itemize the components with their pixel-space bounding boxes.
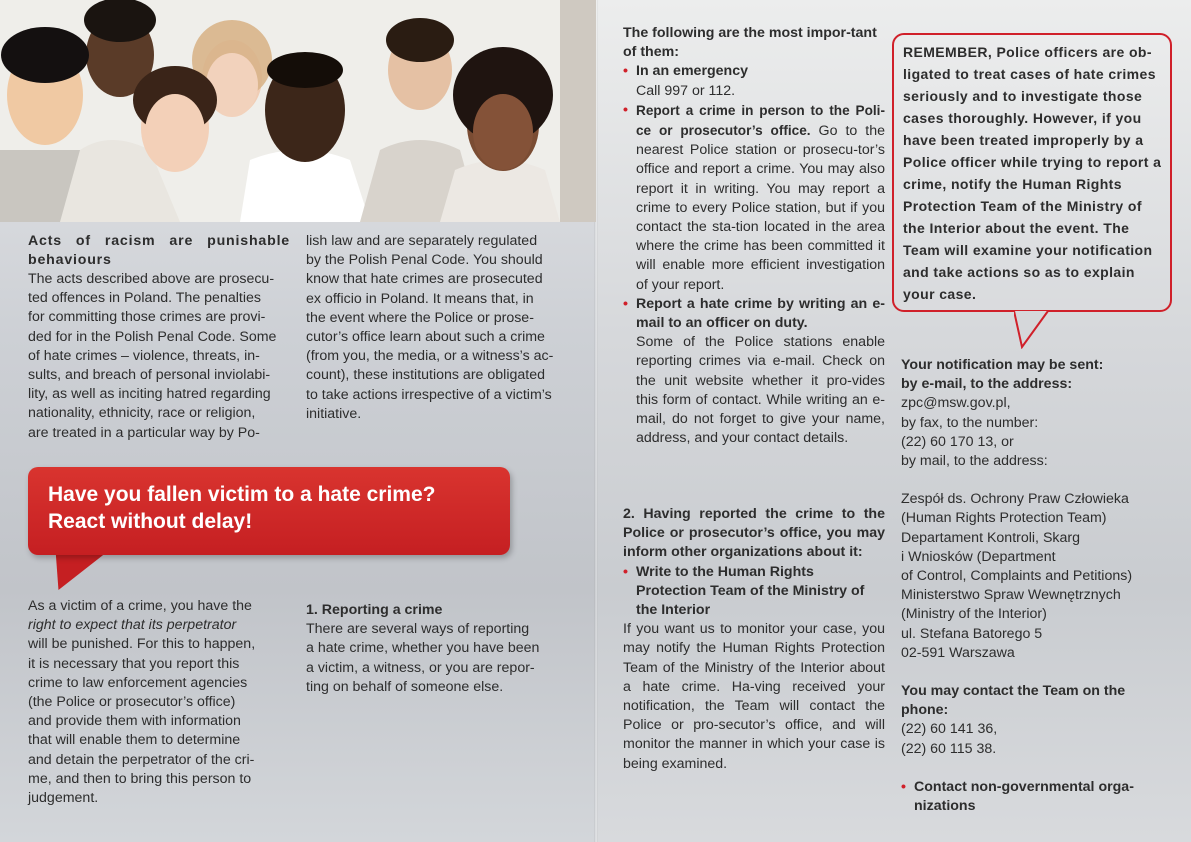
write-title: • Write to the Human Rights Protection Team of the Ministry of the Interior [636, 563, 865, 619]
text-line: lish law and are separately regulated [306, 233, 538, 249]
text-line: by the Polish Penal Code. You should [306, 252, 543, 269]
contact-column [901, 356, 1169, 816]
address-line: 02-591 Warszawa [901, 644, 1015, 661]
emergency-title: • In an emergency [636, 63, 748, 80]
text-line: ted offences in Poland. The penalties [28, 290, 261, 307]
notification-lines [901, 394, 1169, 471]
group-photo-illustration [0, 0, 596, 222]
text-line: and detain the perpetrator of the cri- [28, 751, 255, 768]
text-line: ex officio in Poland. It means that, in [306, 290, 534, 307]
racism-col1 [28, 270, 290, 443]
notification-heading2: by e-mail, to the address: [901, 376, 1073, 393]
text-line: and provide them with information [28, 713, 241, 730]
callout-tail [48, 550, 109, 590]
racism-section [28, 232, 290, 443]
victim-paragraph [28, 597, 290, 808]
text-line: of hate crimes – violence, threats, in- [28, 347, 260, 364]
text-line: judgement. [28, 790, 99, 807]
text-line: the event where the Police or prose- [306, 309, 534, 326]
text-line: crime to law enforcement agencies [28, 674, 248, 691]
notification-heading1: Your notification may be sent: [901, 357, 1104, 373]
text-line: nationality, ethnicity, race or religion, [28, 405, 256, 422]
address-line: i Wniosków (Department [901, 548, 1056, 565]
emergency-text: Call 997 or 112. [636, 82, 736, 99]
callout-line2: React without delay! [48, 510, 253, 533]
phone-heading: You may contact the Team on the phone: [901, 683, 1126, 719]
reporting-text [306, 620, 568, 697]
text-line: that will enable them to determine [28, 732, 241, 749]
write-text: If you want us to monitor your case, you may notify the Human Rights Protection Team of the Ministry of the Interior about a hate crime. Ha-ving received your notification, the Team will contact the Police or pro-secutor’s office, and will monitor the manner in which your case is being examined. [623, 621, 885, 772]
text-line: ded for in the Polish Penal Code. Some [28, 328, 277, 345]
racism-heading: Acts of racism are punishable behaviours [28, 233, 290, 268]
address-line: (Human Rights Protection Team) [901, 510, 1107, 527]
email-title: • Report a hate crime by writing an e-mail to an officer on duty. [636, 295, 885, 332]
notification-line: (22) 60 170 13, or [901, 433, 1014, 450]
callout-text [48, 481, 498, 535]
text-line: to take actions irrespective of a victim’s [306, 386, 552, 403]
phone-lines [901, 720, 1169, 758]
text-line: are treated in a particular way by Po- [28, 424, 260, 441]
inperson-text: Go to the nearest Police station or prosecu-tor’s office and report a crime. You may also report it in writing. You may report a crime to every Police station, but if you contact the sta-tion located in the area where the crime has been committed it will enable more efficient investigation of your report. [636, 123, 886, 293]
section2-heading: 2. Having reported the crime to the Police or prosecutor’s office, you may inform other organizations about it: [623, 506, 885, 561]
text-line: There are several ways of reporting [306, 621, 530, 638]
notification-line: zpc@msw.gov.pl, [901, 395, 1011, 412]
text-line: initiative. [306, 405, 362, 422]
emergency-item [623, 62, 885, 100]
inperson-title: Report a crime in person to the Poli-ce or prosecutor’s office. [636, 102, 885, 139]
ngo-title: • Contact non-governmental orga-nizations [914, 778, 1134, 815]
racism-col2 [306, 232, 568, 424]
text-line: cutor’s office learn about such a crime [306, 329, 545, 346]
text-line: right to expect that its perpetrator [28, 617, 237, 634]
text-line: lity, as well as inciting hatred regarding [28, 386, 271, 403]
reporting-heading: 1. Reporting a crime [306, 602, 443, 618]
address-line: ul. Stefana Batorego 5 [901, 625, 1043, 642]
ways-heading: The following are the most impor-tant of them: [623, 25, 877, 61]
write-item [623, 563, 885, 621]
text-line: me, and then to bring this person to [28, 770, 252, 787]
text-line: for committing those crimes are provi- [28, 309, 266, 326]
notification-line: by mail, to the address: [901, 453, 1048, 470]
reporting-section [306, 601, 568, 697]
email-text: Some of the Police stations enable reporting crimes via e-mail. Check on the unit website whether it pro-vides this form of contact. While writing an e-mail, do not forget to give your name, address, and your contact details. [636, 334, 885, 447]
remember-text: REMEMBER, Police officers are ob-ligated to treat cases of hate crimes seriously and to investigate those cases thoroughly. However, if you have been treated improperly by a Police officer while trying to report a crime, notify the Human Rights Protection Team of the Ministry of the Interior about the event. The Team will examine your notification and take actions so as to explain your case. [903, 44, 1162, 302]
ways-column [623, 24, 885, 448]
phone-number: (22) 60 115 38. [901, 740, 997, 757]
address-line: Ministerstwo Spraw Wewnętrznych [901, 587, 1121, 604]
text-line: (the Police or prosecutor’s office) [28, 694, 236, 711]
text-line: The acts described above are prosecu- [28, 271, 275, 287]
text-line: know that hate crimes are prosecuted [306, 271, 543, 288]
email-item [623, 295, 885, 449]
text-line: will be punished. For this to happen, [28, 636, 256, 653]
address-block [901, 490, 1169, 663]
text-line: a hate crime, whether you have been [306, 640, 540, 657]
inperson-item [623, 101, 885, 295]
text-line: a victim, a witness, or you are repor- [306, 659, 535, 676]
text-line: As a victim of a crime, you have the [28, 598, 252, 614]
phone-number: (22) 60 141 36, [901, 721, 998, 738]
callout-banner [28, 467, 510, 555]
text-line: ting on behalf of someone else. [306, 678, 504, 695]
section2 [623, 505, 885, 774]
text-line: it is necessary that you report this [28, 655, 240, 672]
text-line: (from you, the media, or a witness’s ac- [306, 348, 554, 365]
notification-line: by fax, to the number: [901, 414, 1039, 431]
remember-box [892, 33, 1172, 312]
text-line: sults, and breach of personal inviolabi- [28, 367, 271, 384]
ngo-item [901, 778, 1169, 816]
group-photo [0, 0, 596, 222]
address-line: Departament Kontroli, Skarg [901, 529, 1081, 546]
address-line: Zespół ds. Ochrony Praw Człowieka [901, 491, 1129, 508]
address-line: of Control, Complaints and Petitions) [901, 568, 1133, 585]
address-line: (Ministry of the Interior) [901, 606, 1047, 623]
text-line: count), these institutions are obligated [306, 367, 545, 384]
callout-line1: Have you fallen victim to a hate crime? [48, 483, 436, 506]
remember-box-tail [1014, 309, 1050, 349]
